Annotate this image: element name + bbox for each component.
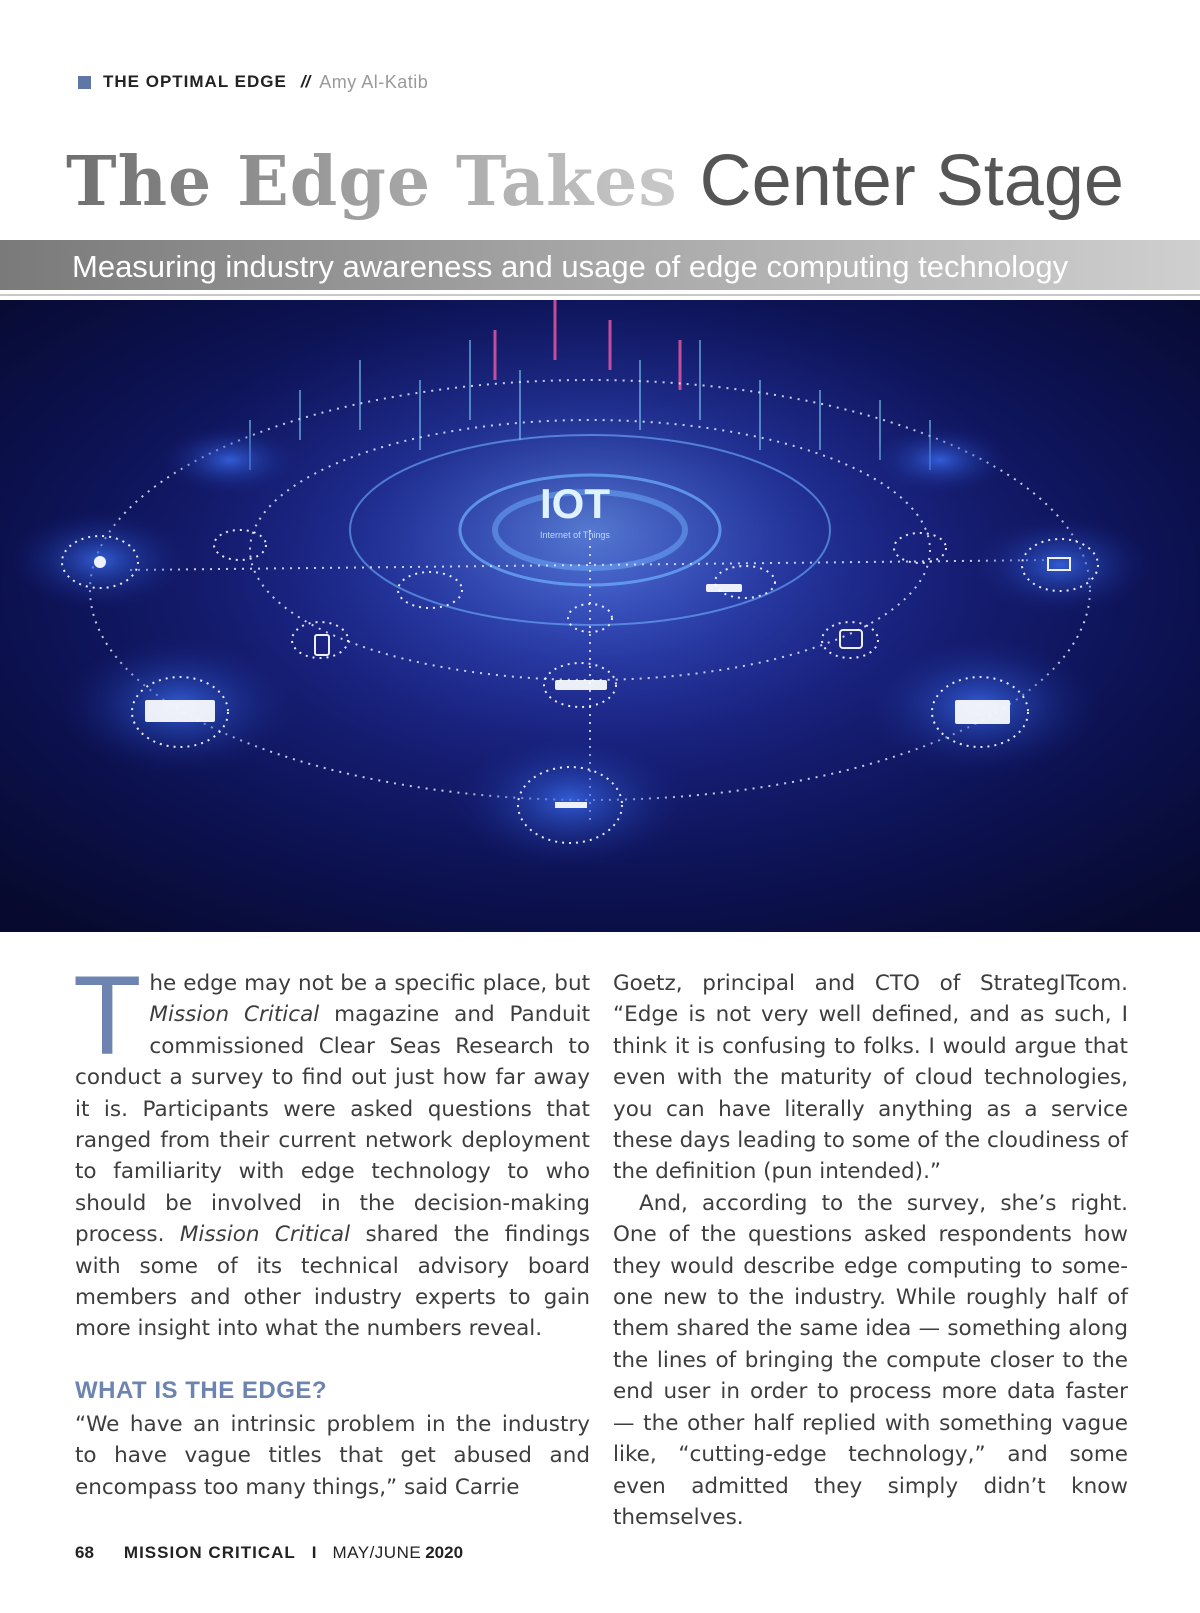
article-paragraph: And, according to the survey, she’s right. One of the questions asked respondents how they would describe edge computing to someone new to the industry. While roughly half of them shared the same idea — something along the lines of bringing the compute closer to the end user in order to process more data faster — the other half replied with something vague like, “cutting-edge technology,” and some even admitted they simply didn’t know themselves. (613, 1190, 1128, 1530)
section-marker (78, 76, 91, 89)
article-column-right (613, 968, 1128, 1533)
magazine-name: MISSION CRITICAL (123, 1543, 296, 1562)
footer-divider: I (311, 1543, 317, 1562)
paragraph-1-text-c: shared the findings with some of its technical advisory board members and other industry experts to gain more insight into what the numbers reveal. (75, 1222, 590, 1342)
paragraph-1-text-b: magazine and Panduit commissioned Clear Seas Research to conduct a survey to find out just how far away it is. Participants were asked questions that ranged from their current network deployment to familiarity with edge technology to who should be involved in the decision-making process. (75, 1002, 590, 1248)
article-column-left (73, 953, 590, 1503)
iot-label: IOT (540, 480, 610, 527)
drop-cap: T (73, 953, 142, 1078)
article-paragraph: “We have an intrinsic problem in the industry to have vague titles that get abused and encompass too many things,” said Carrie (75, 1411, 590, 1500)
author-name: Amy Al-Katib (319, 71, 429, 92)
article-title (66, 140, 1124, 230)
issue-date: MAY/JUNE (332, 1543, 422, 1562)
title-light-part: Center Stage (699, 141, 1124, 221)
article-subtitle: Measuring industry awareness and usage of edge computing technology (72, 249, 1069, 284)
kicker (78, 70, 428, 94)
section-heading: WHAT IS THE EDGE? (75, 1376, 328, 1404)
page-number: 68 (75, 1543, 94, 1562)
paragraph-1-text-a: he edge may not be a specific place, but (149, 971, 590, 996)
iot-caption: Internet of Things (540, 530, 610, 540)
subtitle-rule (0, 294, 1200, 296)
title-bold-part: The Edge Takes (66, 142, 678, 222)
byline-separator: // (300, 72, 311, 91)
article-paragraph-continued: Goetz, principal and CTO of StrategITcom. “Edge is not very well defined, and as such, I think it is confusing to folks. I would argue that even with the maturity of cloud technologies, you can have literally anything as a service these days leading to some of the cloudiness of the definition (pun intended).” (613, 971, 1128, 1185)
publication-name: Mission Critical (179, 1222, 351, 1248)
section-label: THE OPTIMAL EDGE (103, 72, 287, 91)
publication-name: Mission Critical (149, 1002, 320, 1028)
subtitle-bar (0, 240, 1200, 290)
iot-hero-image (0, 300, 1200, 932)
page-footer (75, 1541, 463, 1565)
article-paragraph (73, 953, 590, 1345)
issue-year: 2020 (425, 1543, 464, 1562)
